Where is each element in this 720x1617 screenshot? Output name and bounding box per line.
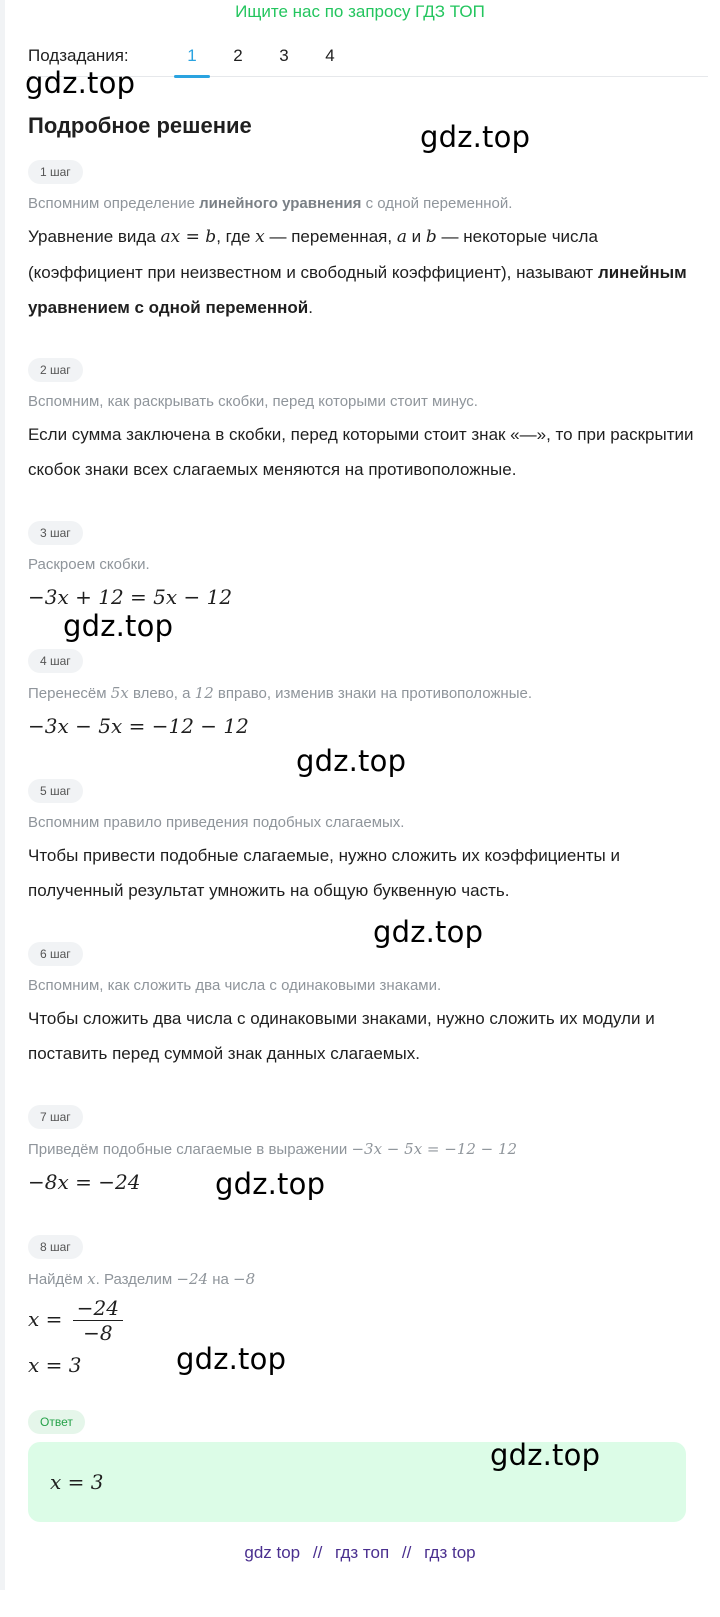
step-intro: Вспомним, как раскрывать скобки, перед которыми стоит минус. — [28, 393, 478, 410]
step-intro: Вспомним, как сложить два числа с одинаковыми знаками. — [28, 977, 442, 994]
fraction: $\frac{-24}{-8}$ — [73, 1296, 123, 1345]
equation: x = 3 — [28, 1353, 82, 1377]
step-text: Чтобы сложить два числа с одинаковыми знаками, нужно сложить их модули и поставить перед суммой знак данных слагаемых. — [28, 1009, 655, 1063]
step-badge: 1 шаг — [28, 160, 83, 184]
step-badge: 2 шаг — [28, 358, 83, 382]
footer-link-gdz-top[interactable]: gdz top — [244, 1543, 301, 1562]
step-6 — [28, 942, 702, 1071]
footer-link-gdz-top-mixed[interactable]: гдз top — [424, 1543, 476, 1562]
equation: −3x − 5x = −12 − 12 — [28, 714, 249, 738]
step-badge: 6 шаг — [28, 942, 83, 966]
step-3 — [28, 521, 702, 609]
footer-separator: // — [401, 1543, 412, 1562]
footer-separator: // — [312, 1543, 323, 1562]
footer — [0, 1543, 720, 1563]
watermark: gdz.top — [63, 609, 174, 643]
step-intro: Найдём x. Разделим −24 на −8 — [28, 1270, 256, 1288]
step-intro: Перенесём 5x влево, а 12 вправо, изменив знаки на противоположные. — [28, 684, 532, 702]
step-4 — [28, 649, 702, 738]
step-intro: Вспомним правило приведения подобных слагаемых. — [28, 814, 405, 831]
section-title: Подробное решение — [28, 113, 252, 138]
tab-2[interactable]: 2 — [233, 46, 243, 65]
watermark: gdz.top — [25, 66, 136, 100]
tab-4[interactable]: 4 — [325, 46, 335, 65]
tab-3[interactable]: 3 — [279, 46, 289, 65]
subtasks-label: Подзадания: — [28, 46, 129, 65]
step-badge: 3 шаг — [28, 521, 83, 545]
step-7 — [28, 1105, 702, 1194]
step-badge: 7 шаг — [28, 1105, 83, 1129]
watermark: gdz.top — [215, 1167, 326, 1201]
step-intro: Раскроем скобки. — [28, 556, 150, 573]
equation: −8x = −24 — [28, 1170, 141, 1194]
step-5 — [28, 779, 702, 908]
step-badge: 4 шаг — [28, 649, 83, 673]
step-8 — [28, 1235, 702, 1377]
active-tab-indicator — [174, 75, 210, 78]
left-rule — [0, 0, 5, 1590]
step-text: Чтобы привести подобные слагаемые, нужно сложить их коэффициенты и полученный результат умножить на общую буквенную часть. — [28, 846, 620, 900]
tab-1[interactable]: 1 — [187, 46, 197, 65]
answer-badge: Ответ — [28, 1410, 85, 1434]
step-badge: 8 шаг — [28, 1235, 83, 1259]
footer-link-gdz-top-ru[interactable]: гдз топ — [335, 1543, 390, 1562]
answer-value: x = 3 — [50, 1470, 104, 1494]
step-intro: Вспомним определение линейного уравнения с одной переменной. — [28, 195, 513, 212]
equation: −3x + 12 = 5x − 12 — [28, 585, 233, 609]
watermark: gdz.top — [296, 744, 407, 778]
step-badge: 5 шаг — [28, 779, 83, 803]
step-2 — [28, 358, 702, 487]
top-banner: Ищите нас по запросу ГДЗ ТОП — [235, 2, 485, 21]
math-inline: ax = b — [160, 227, 217, 247]
step-intro: Приведём подобные слагаемые в выражении −3x − 5x = −12 − 12 — [28, 1140, 518, 1158]
watermark: gdz.top — [420, 120, 531, 154]
step-1 — [28, 160, 702, 325]
fraction-equation: x = $\frac{-24}{-8}$ — [28, 1296, 702, 1345]
watermark: gdz.top — [176, 1342, 287, 1376]
step-text: Уравнение вида ax = b, где x — переменная, a и b — некоторые числа (коэффициент при неизвестном и свободный коэффициент), называют линейным уравнением с одной переменной. — [28, 227, 687, 317]
step-text: Если сумма заключена в скобки, перед которыми стоит знак «—», то при раскрытии скобок знаки всех слагаемых меняются на противоположные. — [28, 425, 694, 479]
watermark: gdz.top — [373, 915, 484, 949]
watermark: gdz.top — [490, 1438, 601, 1472]
